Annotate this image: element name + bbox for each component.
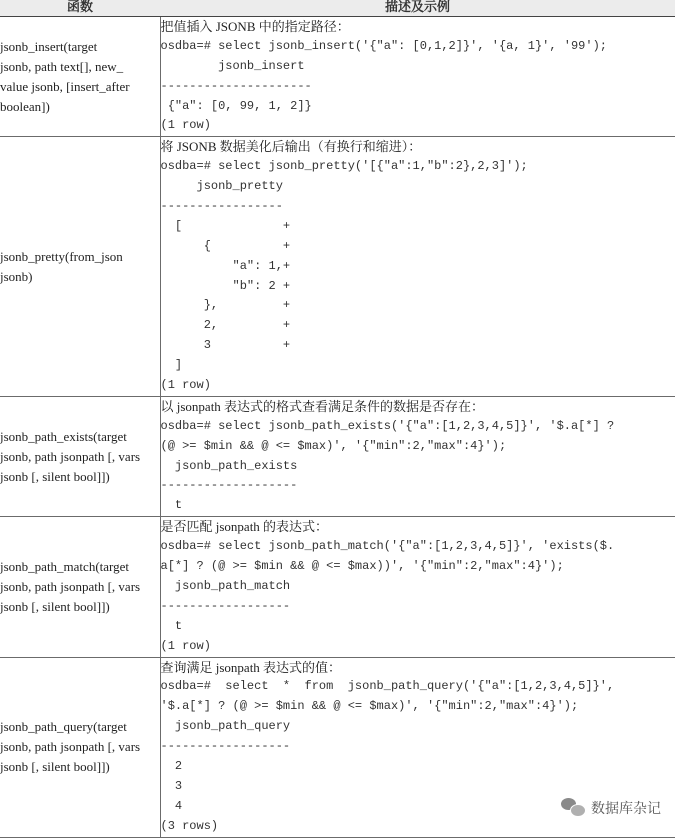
code-line: ] <box>161 356 675 376</box>
function-description <box>160 396 675 516</box>
function-signature-line: jsonb [, silent bool]]) <box>0 467 160 487</box>
table-row <box>0 137 675 397</box>
description-text: 以 jsonpath 表达式的格式查看满足条件的数据是否存在： <box>161 397 675 417</box>
function-signature-line: jsonb_path_exists(target <box>0 427 160 447</box>
code-line: { + <box>161 237 675 257</box>
function-signature-line: jsonb_path_query(target <box>0 717 160 737</box>
description-text: 把值插入 JSONB 中的指定路径： <box>161 17 675 37</box>
function-signature-line: value jsonb, [insert_after <box>0 77 160 97</box>
code-line: 3 <box>161 777 675 797</box>
code-line: "a": 1,+ <box>161 257 675 277</box>
wechat-icon <box>561 798 585 818</box>
code-line: jsonb_path_exists <box>161 457 675 477</box>
function-signature-line: jsonb) <box>0 267 160 287</box>
code-line: ------------------ <box>161 597 675 617</box>
function-description <box>160 17 675 137</box>
function-signature-line: jsonb, path text[], new_ <box>0 57 160 77</box>
code-line: ------------------- <box>161 476 675 496</box>
table-row <box>0 17 675 137</box>
function-signature-line: jsonb, path jsonpath [, vars <box>0 737 160 757</box>
code-line: }, + <box>161 296 675 316</box>
code-line: jsonb_path_query <box>161 717 675 737</box>
code-line: [ + <box>161 217 675 237</box>
function-signature-line: jsonb, path jsonpath [, vars <box>0 577 160 597</box>
function-signature-line: jsonb_pretty(from_json <box>0 247 160 267</box>
header-function: 函数 <box>0 0 160 17</box>
code-line: (@ >= $min && @ <= $max)', '{"min":2,"max":4}'); <box>161 437 675 457</box>
function-signature <box>0 517 160 657</box>
code-line: osdba=# select jsonb_insert('{"a": [0,1,2]}', '{a, 1}', '99'); <box>161 37 675 57</box>
code-line: jsonb_path_match <box>161 577 675 597</box>
code-line: 2, + <box>161 316 675 336</box>
code-line: '$.a[*] ? (@ >= $min && @ <= $max)', '{"min":2,"max":4}'); <box>161 697 675 717</box>
function-signature-line: boolean]) <box>0 97 160 117</box>
code-line: (3 rows) <box>161 817 675 837</box>
table-row <box>0 396 675 516</box>
header-description: 描述及示例 <box>160 0 675 17</box>
description-text: 查询满足 jsonpath 表达式的值： <box>161 658 675 678</box>
function-signature <box>0 657 160 837</box>
watermark <box>561 798 661 818</box>
code-line: {"a": [0, 99, 1, 2]} <box>161 97 675 117</box>
code-line: "b": 2 + <box>161 277 675 297</box>
function-signature-line: jsonb, path jsonpath [, vars <box>0 447 160 467</box>
code-line: t <box>161 617 675 637</box>
description-text: 将 JSONB 数据美化后输出（有换行和缩进）： <box>161 137 675 157</box>
function-description <box>160 517 675 657</box>
function-signature-line: jsonb_insert(target <box>0 37 160 57</box>
code-line: osdba=# select jsonb_path_exists('{"a":[1,2,3,4,5]}', '$.a[*] ? <box>161 417 675 437</box>
function-signature-line: jsonb_path_match(target <box>0 557 160 577</box>
function-signature <box>0 396 160 516</box>
code-line: t <box>161 496 675 516</box>
code-line: 4 <box>161 797 675 817</box>
function-signature <box>0 17 160 137</box>
code-line: a[*] ? (@ >= $min && @ <= $max))', '{"min":2,"max":4}'); <box>161 557 675 577</box>
code-line: osdba=# select jsonb_path_match('{"a":[1,2,3,4,5]}', 'exists($. <box>161 537 675 557</box>
code-line: ------------------ <box>161 737 675 757</box>
code-line: (1 row) <box>161 637 675 657</box>
description-text: 是否匹配 jsonpath 的表达式： <box>161 517 675 537</box>
function-signature-line: jsonb [, silent bool]]) <box>0 597 160 617</box>
code-line: --------------------- <box>161 77 675 97</box>
code-line: ----------------- <box>161 197 675 217</box>
code-line: 3 + <box>161 336 675 356</box>
watermark-text: 数据库杂记 <box>591 798 661 818</box>
function-signature-line: jsonb [, silent bool]]) <box>0 757 160 777</box>
function-description <box>160 137 675 397</box>
code-line: jsonb_pretty <box>161 177 675 197</box>
table-header-row <box>0 0 675 17</box>
function-signature <box>0 137 160 397</box>
code-line: osdba=# select jsonb_pretty('[{"a":1,"b":2},2,3]'); <box>161 157 675 177</box>
code-line: (1 row) <box>161 116 675 136</box>
code-line: osdba=# select * from jsonb_path_query('{"a":[1,2,3,4,5]}', <box>161 677 675 697</box>
code-line: 2 <box>161 757 675 777</box>
code-line: jsonb_insert <box>161 57 675 77</box>
code-line: (1 row) <box>161 376 675 396</box>
table-row <box>0 517 675 657</box>
